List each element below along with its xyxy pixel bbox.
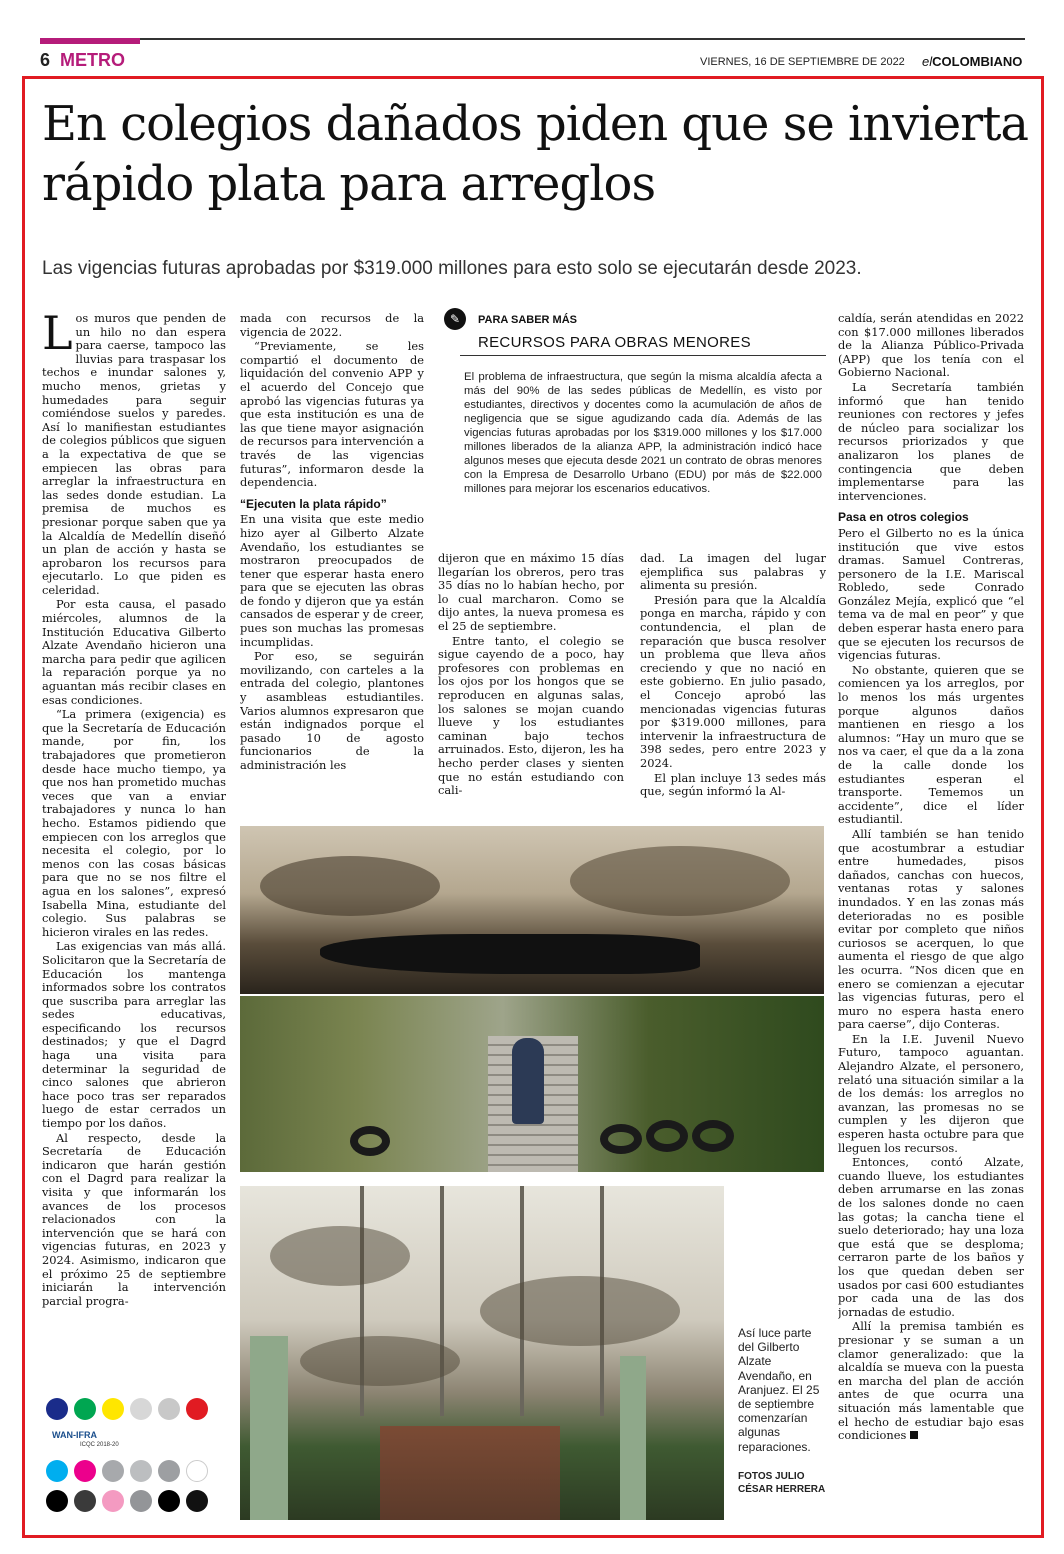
paragraph: En una visita que este medio hizo ayer al Gilberto Alzate Avendaño, los estudiantes se mostraron preocupados de tener que esperar hasta enero para que se ejecuten las obras de fondo y dijeron que ya están cansados de esperar y de creer, pues son muchas las promesas incumplidas. — [240, 512, 424, 649]
newspaper-logo — [922, 54, 1022, 69]
paragraph: El plan incluye 13 sedes más que, según informó la Al- — [640, 770, 826, 799]
photo-tire — [692, 1120, 734, 1152]
paragraph: os muros que penden de un hilo no dan espera para caerse, tampoco las lluvias para traspasar los techos e inundar salones y, mucho menos, grietas y humedades para seguir comiéndose suelos y paredes. Así lo manifiestan estudiantes de colegios públicos que siguen a la expectativa de que se empiecen las obras para arreglar la infraestructura en las sedes donde estudian. La premisa de muchos es presionar porque saben que ya la Alcaldía de Medellín diseñó un plan de acción y hasta se aprobaron los recursos para ejecutarlo. Lo que piden es celeridad. — [42, 312, 226, 597]
headline: En colegios dañados piden que se invierta rápido plata para arreglos — [42, 96, 1028, 212]
photo-tire — [600, 1124, 642, 1154]
photo-pillar — [620, 1356, 646, 1520]
article-column-4 — [640, 552, 826, 810]
color-swatch — [186, 1398, 208, 1420]
paragraph: dad. La imagen del lugar ejemplifica sus palabras y alimenta su presión. — [640, 552, 826, 593]
issue-date: VIERNES, 16 DE SEPTIEMBRE DE 2022 — [700, 56, 905, 68]
paragraph: Las exigencias van más allá. Solicitaron que la Secretaría de Educación los mantenga informados sobre los contratos que suscriba para arreglar las sedes educativas, especificando los recursos destinados; y que el Dagrd haga una visita para determinar la seguridad de cinco salones que abrieron hace poco tras ser reparados luego de estar cerrados un tiempo por los daños. — [42, 939, 226, 1131]
photo-peel — [300, 1336, 460, 1386]
paragraph: mada con recursos de la vigencia de 2022. — [240, 312, 424, 339]
photo-stain — [570, 846, 790, 916]
wan-ifra-logo: WAN-IFRA — [52, 1430, 97, 1440]
paragraph: “La primera (exigencia) es que la Secretaría de Educación mande, por fin, los trabajadores que prometieron desde hace mucho tiempo, ya que nos han prometido muchas veces que van a enviar trabajadores y nunca lo han hecho. Estamos pidiendo que empiecen con los arreglos que necesita el colegio, por lo menos con las cosas básicas para que no se nos filtre el agua en los salones”, expresó Isabella Mina, estudiante del colegio. Sus palabras se hicieron virales en las redes. — [42, 707, 226, 939]
article-column-2 — [240, 312, 424, 810]
color-swatch — [158, 1398, 180, 1420]
color-control-bar — [46, 1398, 218, 1518]
paragraph: Entre tanto, el colegio se sigue cayendo de a poco, hay profesores con problemas en los ojos por los hongos que se reproducen en algunas salas, los salones se mojan cuando llueve y los estudiantes caminan bajo techos arruinados. Esto, dijeron, les ha hecho perder clases y sienten que no están estudiando con cali- — [438, 633, 624, 798]
photo-ceiling-hole — [320, 934, 700, 974]
color-swatch — [158, 1490, 180, 1512]
paragraph: Por esta causa, el pasado miércoles, alumnos de la Institución Educativa Gilberto Alzate Avendaño hicieron una marcha para pedir que agilicen la reparación porque ya no aguantan más recibir clases en esas condiciones. — [42, 597, 226, 707]
color-swatch — [102, 1398, 124, 1420]
photo-peel — [270, 1226, 410, 1286]
color-swatch — [74, 1490, 96, 1512]
color-swatch — [74, 1398, 96, 1420]
color-swatch — [74, 1460, 96, 1482]
color-swatch — [46, 1398, 68, 1420]
photo-student-stairs — [240, 996, 824, 1172]
paragraph: Allí también se han tenido que acostumbrar a estudiar entre humedades, pisos dañados, canchas con huecos, ventanas rotas y salones inundados. Y en las zonas más deterioradas no es posible evitar por completo que niños curiosos se acerquen, lo que aumenta el riesgo de que algo les ocurra. “Nos dicen que en enero se comienzan a ejecutar las vigencias futuras, pero el muro no espera hasta enero para caerse”, dijo Conteras. — [838, 826, 1024, 1032]
photo-deteriorated-corridor — [240, 1186, 724, 1520]
color-swatch — [158, 1460, 180, 1482]
paragraph: Por eso, se seguirán movilizando, con carteles a la entrada del colegio, plantones y asambleas estudiantiles. Varios alumnos expresaron que están indignados porque el pasado 10 de agosto funcionarios de la administración les — [240, 649, 424, 772]
paragraph: Pero el Gilberto no es la única institución que vive estos dramas. Samuel Contreras, personero de la I.E. Mariscal Robledo, sede Conrado González Mejía, explicó que “el tema va de mal en peor” y que deben esperar hasta enero para que se ejecuten los recursos de vigencias futuras. — [838, 525, 1024, 663]
photo-student — [512, 1038, 544, 1124]
color-swatch — [130, 1490, 152, 1512]
color-swatch — [102, 1490, 124, 1512]
sidebar-title: RECURSOS PARA OBRAS MENORES — [478, 334, 751, 351]
color-swatch — [186, 1490, 208, 1512]
paragraph: La Secretaría también informó que han tenido reuniones con rectores y jefes de núcleo para socializar los recursos priorizados y que analizaron los planes de contingencia que deben implementarse para las intervenciones. — [838, 379, 1024, 503]
paragraph: Al respecto, desde la Secretaría de Educación indicaron que harán gestión con el Dagrd para realizar la visita y que informarán los avances de los procesos relacionados con la intervención que se hará con vigencias futuras, en 2023 y 2024. Asimismo, indicaron que el próximo 25 de septiembre iniciarán la intervención parcial progra- — [42, 1130, 226, 1308]
subhead-otros-colegios: Pasa en otros colegios — [838, 510, 969, 525]
color-swatch — [46, 1490, 68, 1512]
photo-beam — [440, 1186, 444, 1416]
section-label: METRO — [60, 50, 125, 70]
color-swatch — [130, 1460, 152, 1482]
photo-damaged-ceiling — [240, 826, 824, 994]
photo-pillar — [250, 1336, 288, 1520]
drop-cap: L — [42, 312, 73, 360]
paragraph — [838, 1320, 1024, 1442]
paragraph: Entonces, contó Alzate, cuando llueve, los estudiantes deben arrumarse en las zonas de los salones donde no caen las gotas; la cancha tiene el suelo deteriorado; hay una loza que está que se desploma; cerraron parte de los baños y los que quedan deben ser usados por casi 600 estudiantes por cada una de las dos jornadas de estudio. — [838, 1155, 1024, 1319]
photo-credit: FOTOS JULIO CÉSAR HERRERA — [738, 1471, 826, 1495]
color-swatch — [186, 1460, 208, 1482]
paragraph: dijeron que en máximo 15 días llegarían los obreros, pero tras 35 días no lo habían hecho, por lo cual marcharon. Como se dijo antes, la nueva promesa es el 25 de septiembre. — [438, 552, 624, 633]
photo-corridor — [380, 1426, 560, 1520]
paragraph: caldía, serán atendidas en 2022 con $17.000 millones liberados de la Alianza Público-Privada (APP) que los tenía con el Gobierno Nacional. — [838, 312, 1024, 380]
icqc-label: ICQC 2018-20 — [80, 1442, 119, 1448]
color-swatch — [130, 1398, 152, 1420]
photo-tire — [350, 1126, 390, 1156]
paragraph: En la I.E. Juvenil Nuevo Futuro, tampoco aguantan. Alejandro Alzate, el personero, relató una situación similar a la de los demás: los arreglos no avanzan, las promesas no se cumplen y les dijeron que esperen hasta octubre para que lleguen los recursos. — [838, 1031, 1024, 1155]
pin-icon: ✎ — [444, 308, 466, 330]
header-rule — [40, 38, 1025, 40]
paragraph: Presión para que la Alcaldía ponga en marcha, rápido y con contundencia, el plan de reparación que busca resolver un problema que lleva años creciendo y que no nació en este gobierno. En julio pasado, el Concejo aprobó las mencionadas vigencias futuras por $319.000 millones, para intervenir la infraestructura de 398 sedes, pero entre 2023 y 2024. — [640, 592, 826, 770]
photo-peel — [480, 1276, 680, 1346]
section-accent-bar — [40, 38, 140, 44]
page-number: 6 — [40, 50, 51, 70]
photo-caption: Así luce parte del Gilberto Alzate Avendaño, en Aranjuez. El 25 de septiembre comenzarían algunas reparaciones. — [738, 1326, 820, 1454]
sidebar-body: El problema de infraestructura, que según la misma alcaldía afecta a más del 90% de las sedes públicas de Medellín, es visto por estudiantes, directivos y docentes como la acumulación de años de negligencia que se sigue agudizando cada día. Además de las vigencias futuras aprobadas por los $319.000 millones y los $17.000 millones liberados de la alianza APP, la administración indicó hace algunos meses que ejecuta desde 2021 un contrato de obras menores con la Empresa de Desarrollo Urbano (EDU) por más de $22.000 millones para mejorar los escenarios educativos. — [464, 371, 822, 495]
photo-tire — [646, 1120, 688, 1152]
closing-text: Allí la premisa también es presionar y se suman a un clamor generalizado: que la alcaldía se mueva con la puesta en marcha del plan de acción antes de que ocurra una situación más lamentable que el hecho de estudiar bajo esas condiciones — [838, 1319, 1024, 1443]
paragraph: No obstante, quieren que se comiencen ya los arreglos, por lo menos los más urgentes porque algunos daños mantienen en riesgo a los alumnos: “Hay un muro que se nos va caer, el que da a la zona de la calle donde los estudiantes esperan el transporte. Tememos un accidente”, dice el líder estudiantil. — [838, 662, 1024, 827]
sidebar-rule — [460, 355, 826, 356]
article-column-1 — [42, 312, 226, 1352]
article-column-5 — [838, 312, 1024, 1522]
color-swatch — [46, 1460, 68, 1482]
color-swatch — [102, 1460, 124, 1482]
photo-stain — [260, 856, 440, 916]
sidebar-kicker: PARA SABER MÁS — [478, 314, 578, 326]
subhead-ejecuten: “Ejecuten la plata rápido” — [240, 496, 387, 511]
deck: Las vigencias futuras aprobadas por $319.000 millones para esto solo se ejecutarán desde 2023. — [42, 258, 862, 279]
logo-name: COLOMBIANO — [932, 54, 1023, 69]
paragraph: “Previamente, se les compartió el documento de liquidación del convenio APP y el acuerdo del Concejo que aprobó las vigencias futuras ya que esta institución es una de las que tiene mayor asignación de recursos para intervención a través de las vigencias futuras”, informaron desde la dependencia. — [240, 339, 424, 490]
article-column-3 — [438, 552, 624, 810]
logo-prefix: el — [922, 54, 933, 69]
end-mark-icon — [910, 1431, 918, 1439]
